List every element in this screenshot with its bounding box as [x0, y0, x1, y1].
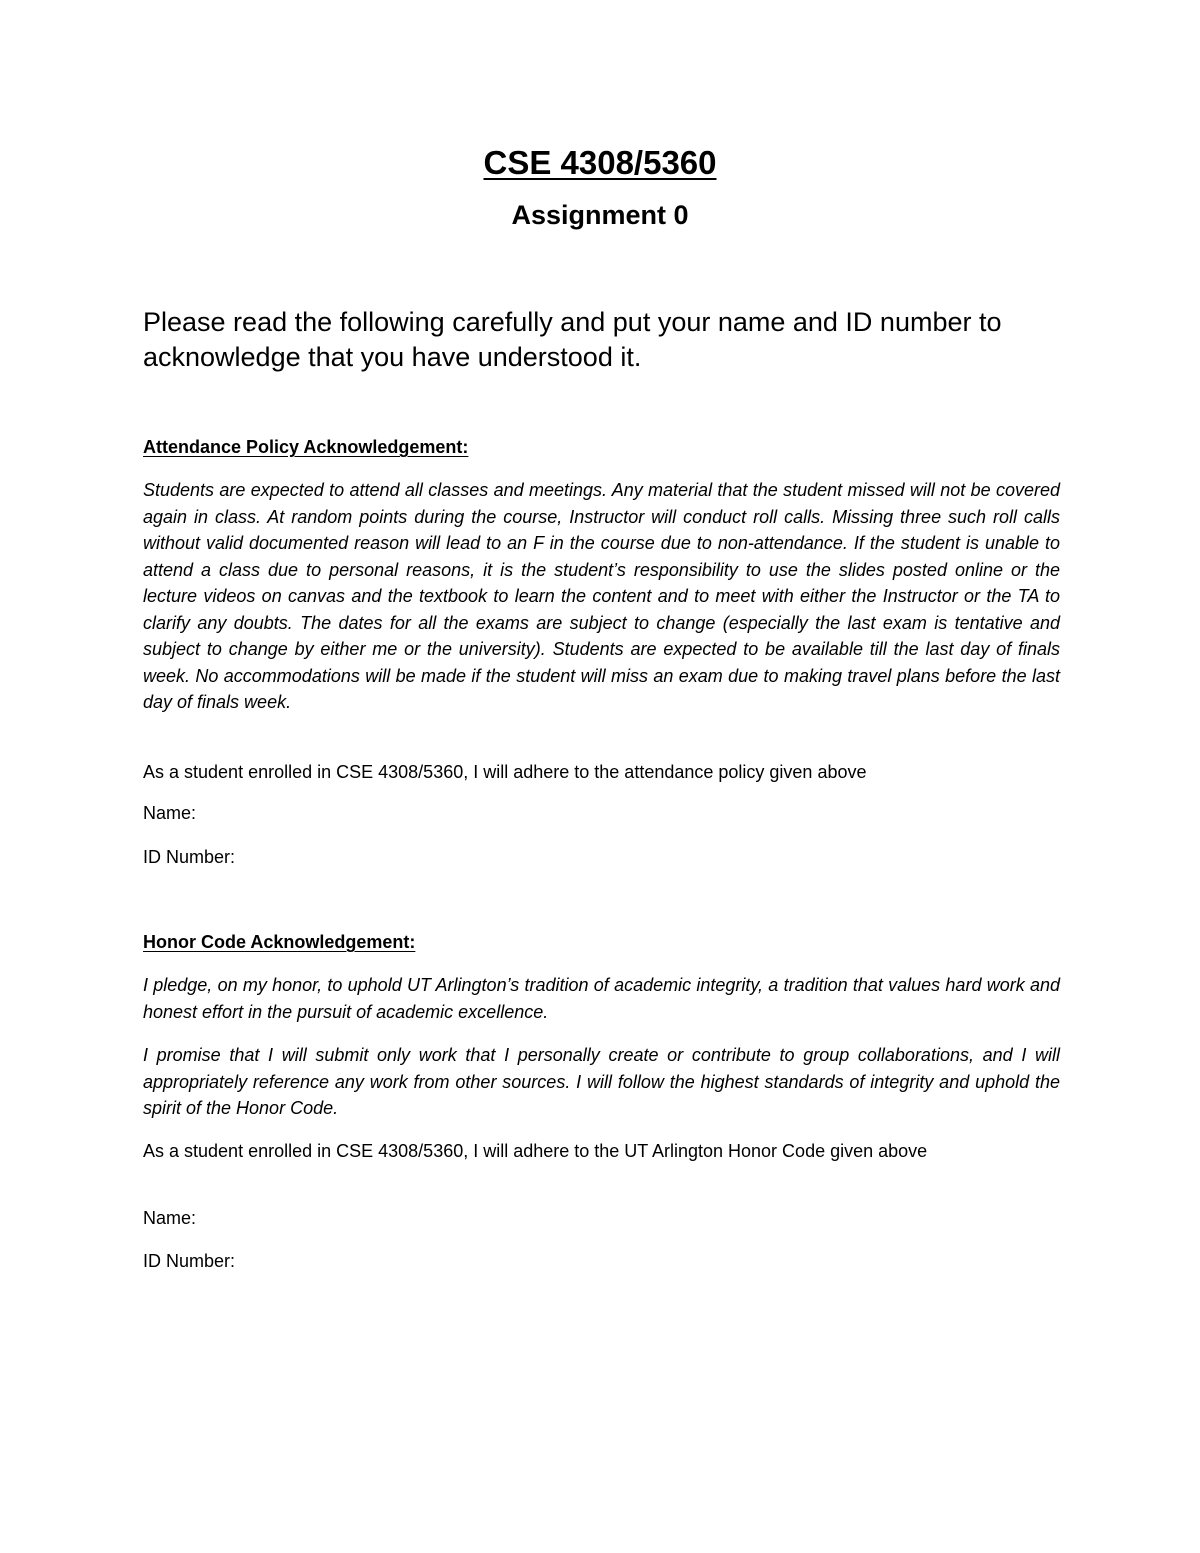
intro-instructions: Please read the following carefully and put your name and ID number to acknowledge that you have understood it.	[143, 307, 1002, 372]
honor-code-heading: Honor Code Acknowledgement:	[143, 932, 416, 952]
attendance-id-label: ID Number:	[143, 847, 236, 867]
assignment-title: Assignment 0	[511, 200, 689, 230]
honor-code-statement: As a student enrolled in CSE 4308/5360, I will adhere to the UT Arlington Honor Code given above	[143, 1141, 928, 1161]
attendance-name-label: Name:	[143, 803, 197, 823]
honor-code-promise: I promise that I will submit only work that I personally create or contribute to group collaborations, and I will appropriately reference any work from other sources. I will follow the highest standards of integrity and uphold the spirit of the Honor Code.	[143, 1045, 1060, 1118]
attendance-policy-text: Students are expected to attend all classes and meetings. Any material that the student missed will not be covered again in class. At random points during the course, Instructor will conduct roll calls. Missing three such roll calls without valid documented reason will lead to an F in the course due to non-attendance. If the student is unable to attend a class due to personal reasons, it is the student’s responsibility to use the slides posted online or the lecture videos on canvas and the textbook to learn the content and to meet with either the Instructor or the TA to clarify any doubts. The dates for all the exams are subject to change (especially the last exam is tentative and subject to change by either me or the university). Students are expected to be available till the last day of finals week. No accommodations will be made if the student will miss an exam due to making travel plans before the last day of finals week.	[143, 480, 1060, 712]
course-title: CSE 4308/5360	[483, 144, 717, 181]
attendance-statement: As a student enrolled in CSE 4308/5360, I will adhere to the attendance policy given above	[143, 762, 867, 782]
honor-code-pledge: I pledge, on my honor, to uphold UT Arlington’s tradition of academic integrity, a tradition that values hard work and honest effort in the pursuit of academic excellence.	[143, 975, 1060, 1022]
honor-code-id-label: ID Number:	[143, 1251, 236, 1271]
attendance-heading: Attendance Policy Acknowledgement:	[143, 437, 469, 457]
honor-code-name-label: Name:	[143, 1208, 197, 1228]
